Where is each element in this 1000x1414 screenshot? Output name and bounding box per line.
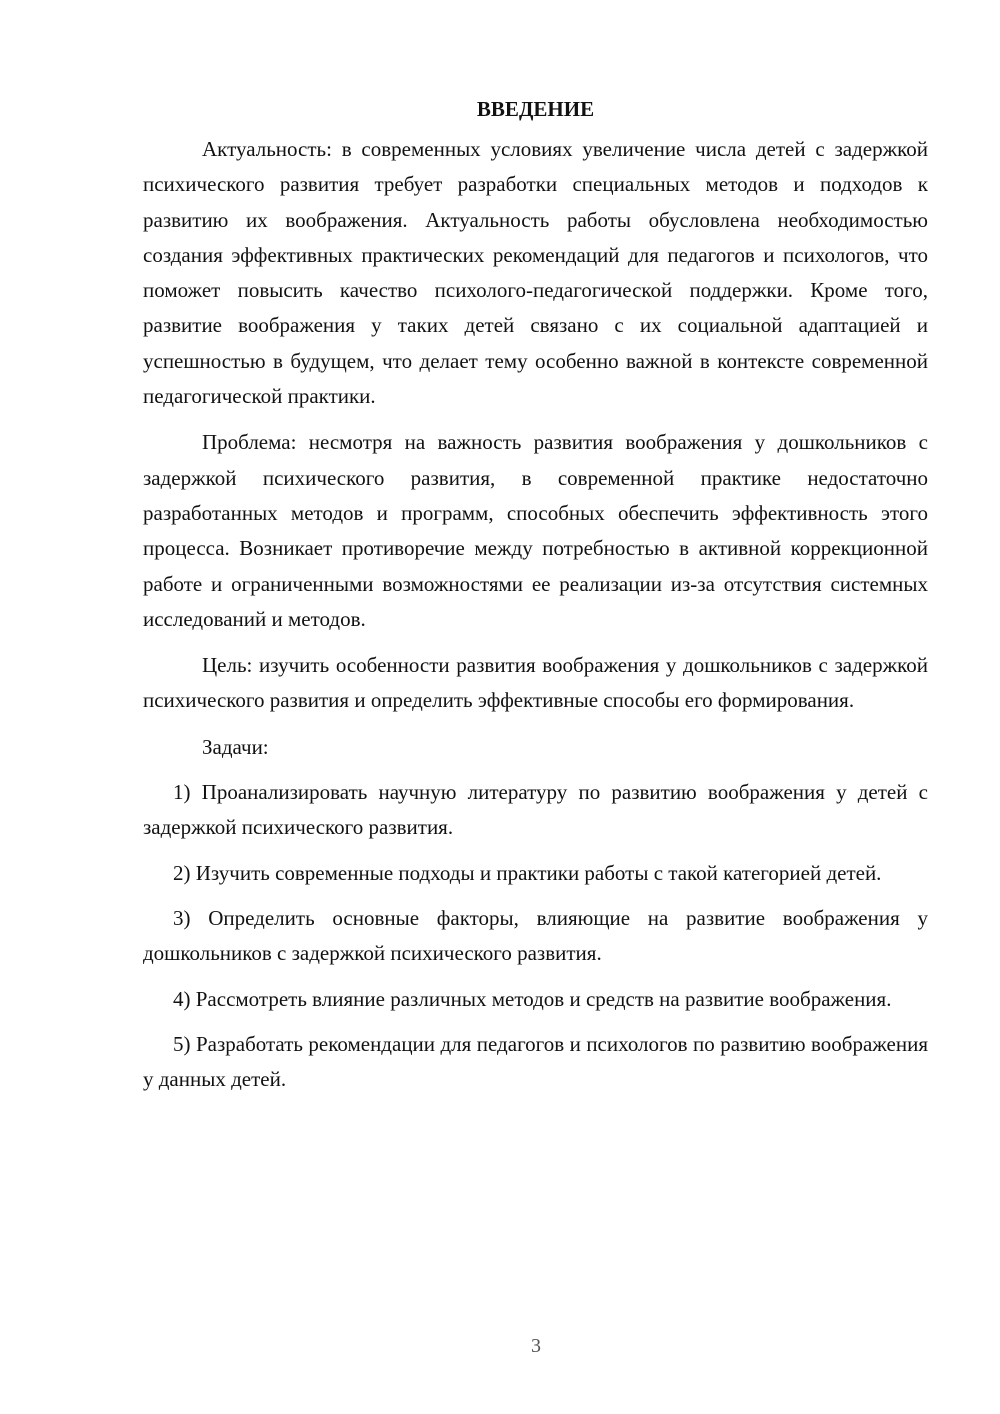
- paragraph-problem: Проблема: несмотря на важность развития воображения у дошкольников с задержкой психического развития, в современной практике недостаточно разработанных методов и программ, способных обеспечить эффективность этого процесса. Возникает противоречие между потребностью в активной коррекционной работе и ограниченными возможностями ее реализации из-за отсутствия системных исследований и методов.: [143, 430, 928, 631]
- task-item-5: 5) Разработать рекомендации для педагогов и психологов по развитию воображения у данных детей.: [143, 1031, 928, 1092]
- tasks-label: Задачи:: [202, 734, 269, 759]
- page-number: 3: [531, 1335, 541, 1357]
- page-content: [143, 94, 928, 1107]
- task-item-2: 2) Изучить современные подходы и практики работы с такой категорией детей.: [173, 860, 882, 885]
- page-title: ВВЕДЕНИЕ: [476, 97, 595, 121]
- paragraph-goal: Цель: изучить особенности развития воображения у дошкольников с задержкой психического развития и определить эффективные способы его формирования.: [143, 653, 928, 713]
- task-item-1: 1) Проанализировать научную литературу по развитию воображения у детей с задержкой психического развития.: [143, 780, 928, 840]
- paragraph-relevance: Актуальность: в современных условиях увеличение числа детей с задержкой психического развития требует разработки специальных методов и подходов к развитию их воображения. Актуальность работы обусловлена необходимостью создания эффективных практических рекомендаций для педагогов и психологов, что поможет повысить качество психолого-педагогической поддержки. Кроме того, развитие воображения у таких детей связано с их социальной адаптацией и успешностью в будущем, что делает тему особенно важной в контексте современной педагогической практики.: [143, 137, 928, 409]
- task-item-4: 4) Рассмотреть влияние различных методов и средств на развитие воображения.: [173, 986, 892, 1011]
- task-item-3: 3) Определить основные факторы, влияющие на развитие воображения у дошкольников с задержкой психического развития.: [143, 905, 928, 966]
